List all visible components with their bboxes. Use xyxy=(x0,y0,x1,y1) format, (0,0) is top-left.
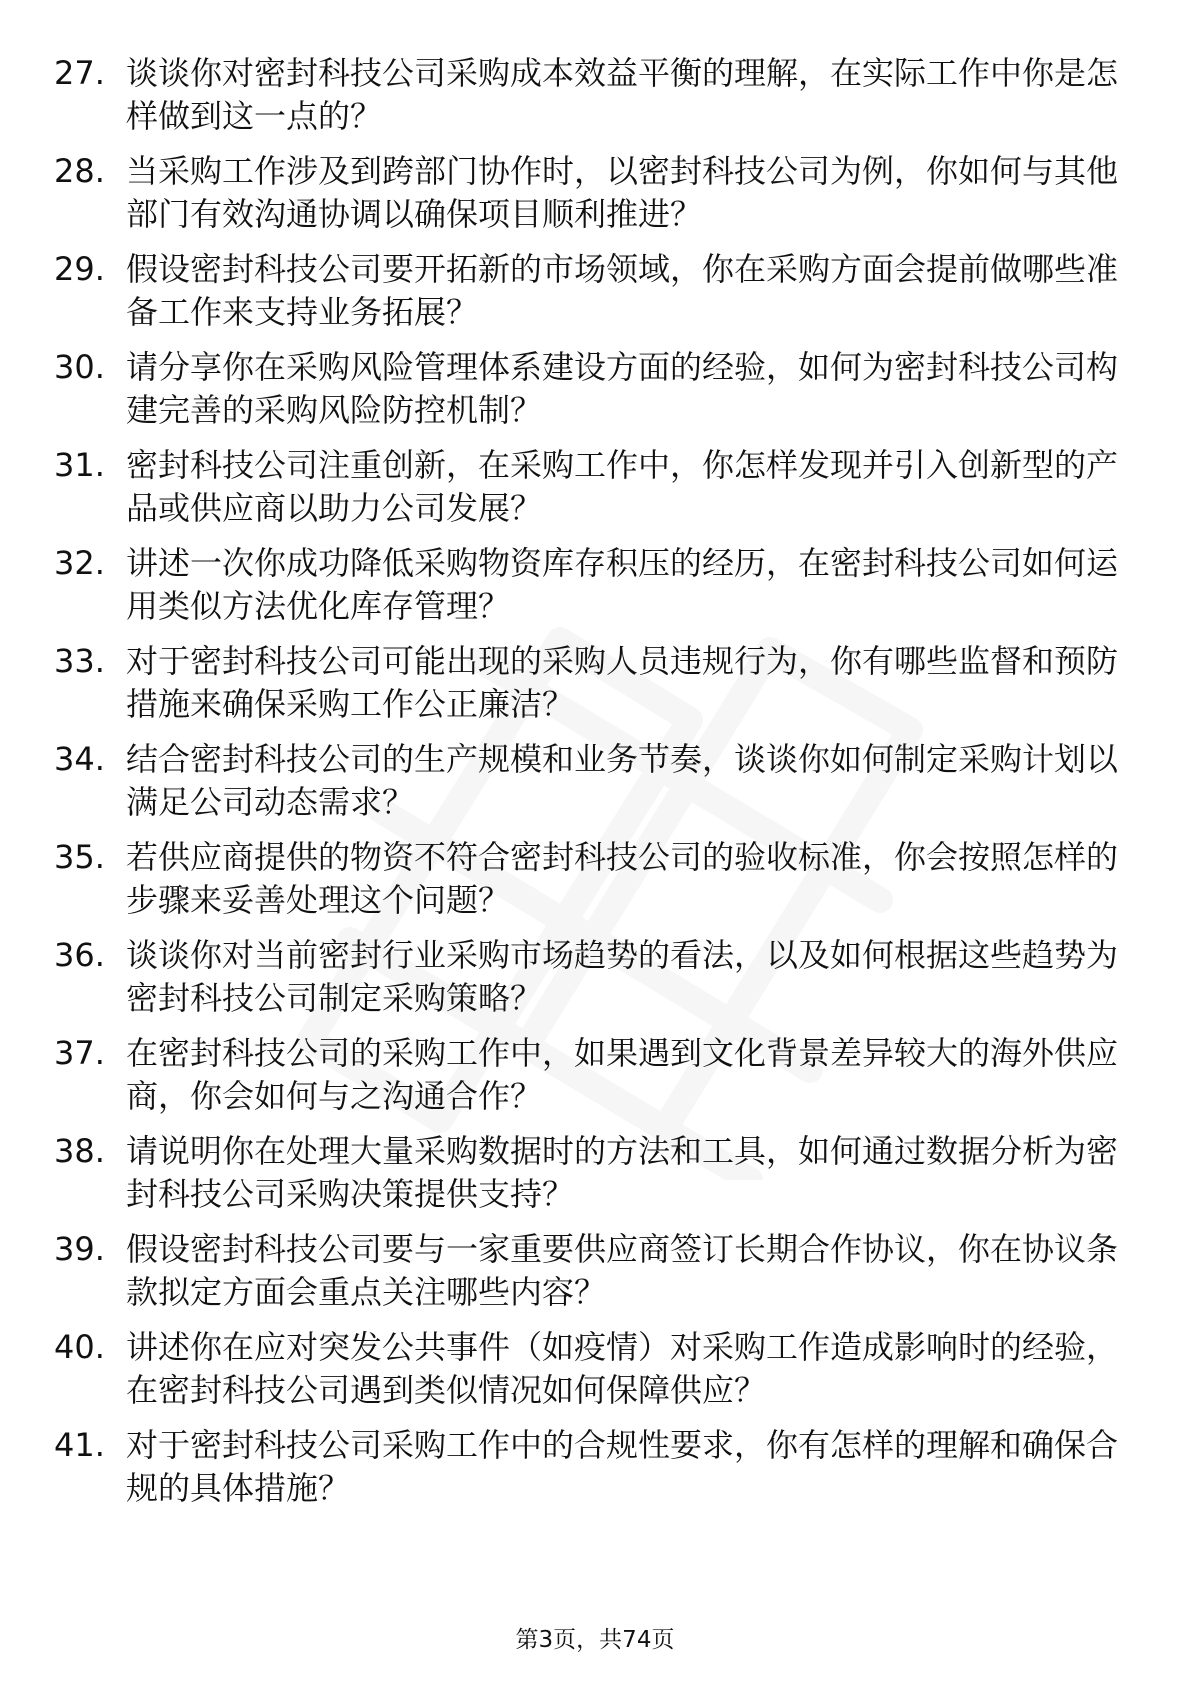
question-item xyxy=(54,1228,1134,1326)
question-text: 假设密封科技公司要开拓新的市场领域，你在采购方面会提前做哪些准备工作来支持业务拓展？ xyxy=(126,250,1119,331)
question-number: 28. xyxy=(54,152,105,190)
question-text: 请分享你在采购风险管理体系建设方面的经验，如何为密封科技公司构建完善的采购风险防控机制？ xyxy=(126,348,1119,429)
question-text: 讲述你在应对突发公共事件（如疫情）对采购工作造成影响时的经验，在密封科技公司遇到类似情况如何保障供应？ xyxy=(126,1328,1119,1409)
question-number: 37. xyxy=(54,1034,105,1072)
question-number: 27. xyxy=(54,54,105,92)
question-number: 33. xyxy=(54,642,105,680)
question-list xyxy=(54,52,1134,1522)
question-item xyxy=(54,738,1134,836)
question-item xyxy=(54,1326,1134,1424)
question-text: 结合密封科技公司的生产规模和业务节奏，谈谈你如何制定采购计划以满足公司动态需求？ xyxy=(126,740,1119,821)
question-number: 41. xyxy=(54,1426,105,1464)
question-item xyxy=(54,836,1134,934)
question-text: 对于密封科技公司可能出现的采购人员违规行为，你有哪些监督和预防措施来确保采购工作公正廉洁？ xyxy=(126,642,1119,723)
question-text: 讲述一次你成功降低采购物资库存积压的经历，在密封科技公司如何运用类似方法优化库存管理？ xyxy=(126,544,1119,625)
question-text: 当采购工作涉及到跨部门协作时，以密封科技公司为例，你如何与其他部门有效沟通协调以确保项目顺利推进？ xyxy=(126,152,1119,233)
question-number: 29. xyxy=(54,250,105,288)
question-item xyxy=(54,444,1134,542)
question-text: 对于密封科技公司采购工作中的合规性要求，你有怎样的理解和确保合规的具体措施？ xyxy=(126,1426,1119,1507)
question-text: 谈谈你对密封科技公司采购成本效益平衡的理解，在实际工作中你是怎样做到这一点的？ xyxy=(126,54,1119,135)
question-number: 32. xyxy=(54,544,105,582)
page-footer: 第3页，共74页 xyxy=(515,1627,675,1653)
question-number: 36. xyxy=(54,936,105,974)
question-item xyxy=(54,1130,1134,1228)
question-number: 30. xyxy=(54,348,105,386)
question-item xyxy=(54,150,1134,248)
question-text: 请说明你在处理大量采购数据时的方法和工具，如何通过数据分析为密封科技公司采购决策提供支持？ xyxy=(126,1132,1119,1213)
question-item xyxy=(54,248,1134,346)
question-number: 31. xyxy=(54,446,105,484)
question-number: 35. xyxy=(54,838,105,876)
question-text: 谈谈你对当前密封行业采购市场趋势的看法，以及如何根据这些趋势为密封科技公司制定采购策略？ xyxy=(126,936,1119,1017)
question-text: 密封科技公司注重创新，在采购工作中，你怎样发现并引入创新型的产品或供应商以助力公司发展？ xyxy=(126,446,1119,527)
question-text: 若供应商提供的物资不符合密封科技公司的验收标准，你会按照怎样的步骤来妥善处理这个问题？ xyxy=(126,838,1119,919)
question-number: 38. xyxy=(54,1132,105,1170)
question-item xyxy=(54,52,1134,150)
question-number: 34. xyxy=(54,740,105,778)
question-item xyxy=(54,640,1134,738)
question-number: 40. xyxy=(54,1328,105,1366)
question-item xyxy=(54,1424,1134,1522)
question-text: 在密封科技公司的采购工作中，如果遇到文化背景差异较大的海外供应商，你会如何与之沟通合作？ xyxy=(126,1034,1119,1115)
question-item xyxy=(54,346,1134,444)
question-item xyxy=(54,1032,1134,1130)
question-item xyxy=(54,934,1134,1032)
question-number: 39. xyxy=(54,1230,105,1268)
question-text: 假设密封科技公司要与一家重要供应商签订长期合作协议，你在协议条款拟定方面会重点关注哪些内容？ xyxy=(126,1230,1119,1311)
question-item xyxy=(54,542,1134,640)
